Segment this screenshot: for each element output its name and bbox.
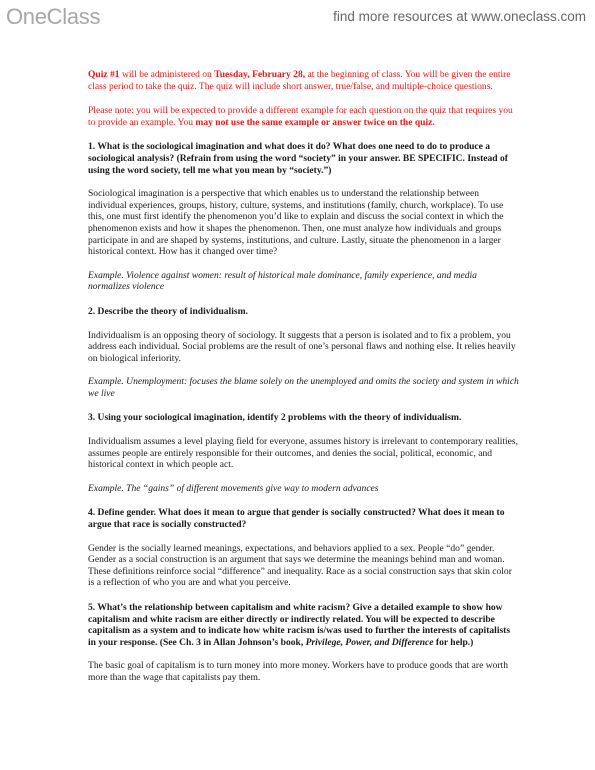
- q5-end: for help.): [433, 636, 474, 648]
- answer-3: Individualism assumes a level playing field for everyone, assumes history is irrelevant to contemporary realities, assumes people are entirely responsible for their outcomes, and denies the social, political, economic, and historical context in which people act.: [88, 436, 519, 471]
- logo-text: OneClass: [6, 4, 101, 29]
- question-1: 1. What is the sociological imagination and what does it do? What does one need to do to produce a sociological analysis? (Refrain from using the word “society” in your answer. BE SPECIFIC. Instead of using the word society, tell me what you mean by “society.”): [88, 141, 508, 176]
- answer-5: The basic goal of capitalism is to turn money into more money. Workers have to produce goods that are worth more than the wage that capitalists pay them.: [88, 660, 508, 683]
- answer-2: Individualism is an opposing theory of sociology. It suggests that a person is isolated and to fix a problem, you address each individual. Social problems are the result of one’s personal flaws and nothing else. It relies heavily on biological inferiority.: [88, 329, 516, 364]
- page-header: [0, 0, 595, 40]
- question-5: [88, 602, 520, 648]
- quiz-mid: will be administered on: [119, 69, 215, 80]
- example-2: Example. Unemployment: focuses the blame solely on the unemployed and omits the society and system in which we live: [88, 376, 519, 399]
- resources-link[interactable]: find more resources at www.oneclass.com: [333, 9, 586, 24]
- note-bold: may not use the same example or answer twice on the quiz.: [195, 116, 435, 128]
- q5-start: 5. What’s the relationship between capitalism and white racism? Give a detailed example to show how capitalism and white racism are either directly or indirectly related. You will be expected to describe capitalism as a system and to indicate how white racism is/was used to further the interests of capitalists in your response. (See Ch. 3 in Allan Johnson’s book,: [88, 602, 511, 648]
- answer-1: Sociological imagination is a perspective that which enables us to understand the relationship between individual experiences, groups, history, culture, systems, and institutions (family, church, workplace). To use this, one must first identify the phenomenon you’d like to explain and discuss the social context in which the phenomenon exists and how it shapes the phenomenon. Then, one must analyze how individuals and groups participate in and are shaped by systems, institutions, and culture. Lastly, situate the phenomenon in a larger historical context. How has it changed over time?: [88, 188, 504, 258]
- document-body: [88, 69, 520, 684]
- example-1: Example. Violence against women: result of historical male dominance, family experience, and media normalizes violence: [88, 269, 477, 293]
- oneclass-logo[interactable]: [6, 4, 100, 30]
- example-note: [88, 105, 520, 128]
- quiz-rest: at the beginning of class. You will be given the entire class period to take the quiz. The quiz will include short answer, true/false, and multiple-choice questions.: [88, 69, 511, 92]
- question-2: 2. Describe the theory of individualism.: [88, 305, 248, 317]
- q5-book-title: Privilege, Power, and Difference: [305, 636, 434, 648]
- note-start: Please note: you will be expected to provide a different example for each question on the quiz that requires you to provide an example. You: [88, 105, 513, 128]
- example-3: Example. The “gains” of different movements give way to modern advances: [88, 482, 379, 494]
- quiz-date: Tuesday, February 28,: [214, 69, 306, 80]
- answer-4: Gender is the socially learned meanings, expectations, and behaviors applied to a sex. People “do” gender. Gender as a social construction is an argument that says we determine the meanings behind man and woman. These definitions reinforce social “difference” and inequality. Race as a social construction says that skin color is a reflection of who you are and what you perceive.: [88, 542, 512, 589]
- quiz-label: Quiz #1: [88, 69, 120, 80]
- question-3: 3. Using your sociological imagination, identify 2 problems with the theory of individualism.: [88, 412, 462, 424]
- question-4: 4. Define gender. What does it mean to argue that gender is socially constructed? What does it mean to argue that race is socially constructed?: [88, 507, 505, 531]
- quiz-notice: [88, 69, 520, 92]
